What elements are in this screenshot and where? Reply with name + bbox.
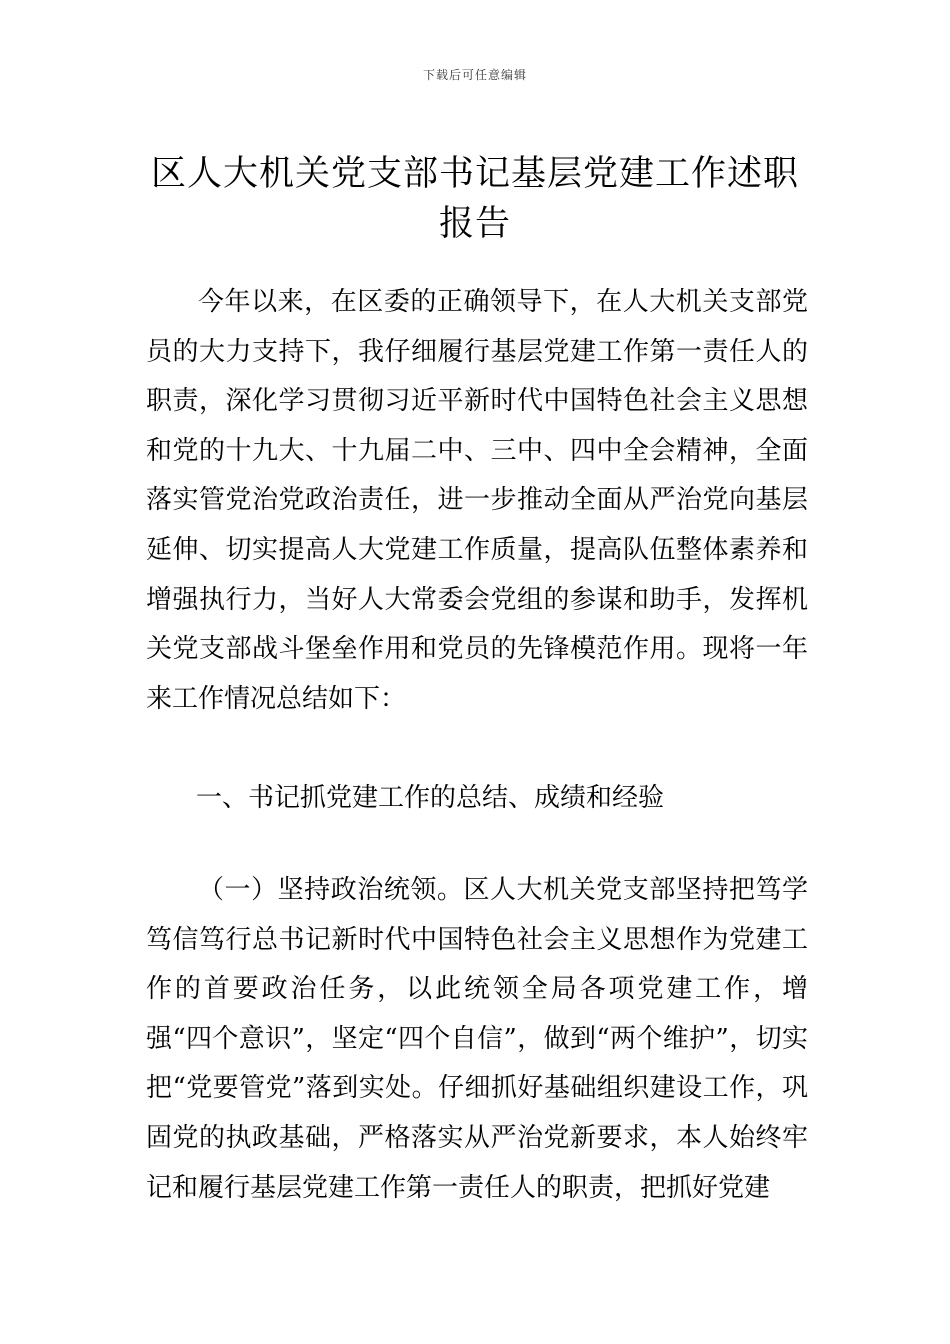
document-title: 区人大机关党支部书记基层党建工作述职报告 xyxy=(150,154,799,245)
intro-paragraph: 今年以来，在区委的正确领导下，在人大机关支部党员的大力支持下，我仔细履行基层党建工作第一责任人的职责，深化学习贯彻习近平新时代中国特色社会主义思想和党的十九大、十九届二中、三中、四中全会精神，全面落实管党治党政治责任，进一步推动全面从严治党向基层延伸、切实提高人大党建工作质量，提高队伍整体素养和增强执行力，当好人大常委会党组的参谋和助手，发挥机关党支部战斗堡垒作用和党员的先锋模范作用。现将一年来工作情况总结如下： xyxy=(146,287,808,714)
section-heading: 一、书记抓党建工作的总结、成绩和经验 xyxy=(196,783,665,813)
page-header-note: 下载后可任意编辑 xyxy=(422,68,527,82)
item1-paragraph: （一）坚持政治统领。区人大机关党支部坚持把笃学笃信笃行总书记新时代中国特色社会主义思想作为党建工作的首要政治任务，以此统领全局各项党建工作，增强“四个意识”，坚定“四个自信”，做到“两个维护”，切实把“党要管党”落到实处。仔细抓好基础组织建设工作，巩固党的执政基础，严格落实从严治党新要求，本人始终牢记和履行基层党建工作第一责任人的职责，把抓好党建 xyxy=(146,875,808,1203)
